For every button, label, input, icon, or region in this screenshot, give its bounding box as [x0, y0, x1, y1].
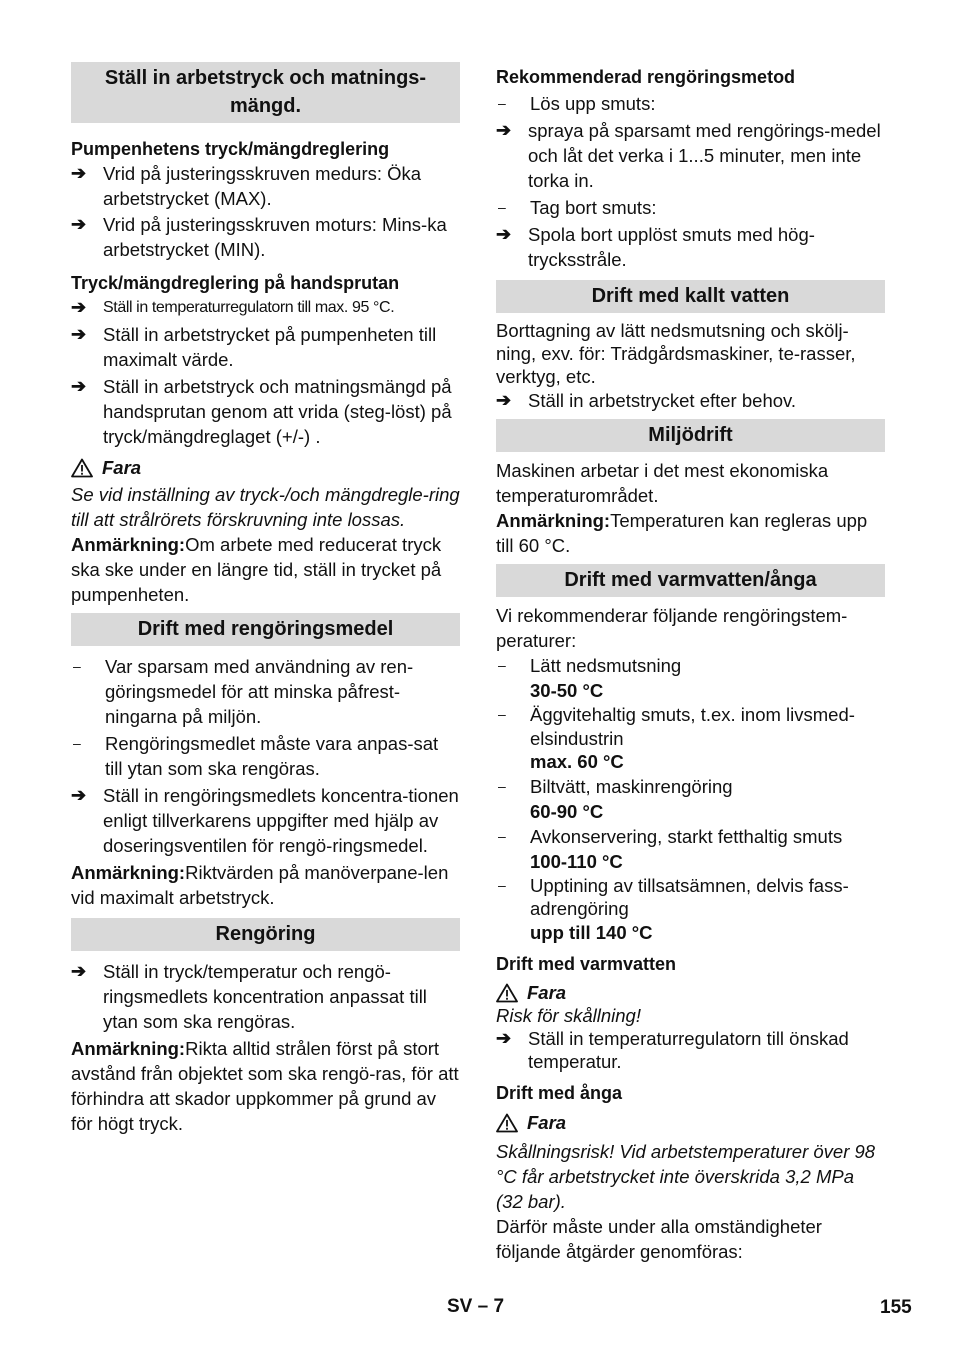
- arrow-icon: ➔: [496, 1028, 512, 1048]
- list-item: ➔ Ställ in temperaturregulatorn till max. 95 °C.: [71, 295, 460, 320]
- dash-icon: –: [73, 735, 81, 751]
- dash-icon: –: [498, 706, 506, 722]
- paragraph: Borttagning av lätt nedsmutsning och skölj-ning, exv. för: Trädgårdsmaskiner, te-rasser, verktyg, etc.: [496, 320, 856, 387]
- note: Anmärkning:Om arbete med reducerat tryck ska ske under en längre tid, ställ in trycket på pumpenheten.: [71, 534, 442, 605]
- arrow-icon: ➔: [496, 224, 512, 244]
- arrow-icon: ➔: [496, 120, 512, 140]
- list-item: ➔ spraya på sparsamt med rengörings-medel och låt det verka i 1...5 minuter, men inte torka in.: [496, 120, 881, 191]
- dash-icon: –: [498, 199, 506, 215]
- list-item: – Var sparsam med användning av ren-göringsmedel för att minska påfrest-ningarna på miljön.: [73, 656, 414, 727]
- warning-triangle-icon: [496, 1113, 518, 1133]
- arrow-icon: ➔: [496, 390, 512, 410]
- page-number: 155: [880, 1297, 912, 1318]
- heading-pressure-volume: Ställ in arbetstryck och matnings- mängd.: [71, 62, 460, 123]
- subheading-recommended-method: Rekommenderad rengöringsmetod: [496, 67, 796, 87]
- dash-icon: –: [498, 95, 506, 111]
- list-item: ➔ Ställ in arbetstrycket på pumpenheten till maximalt värde.: [71, 324, 437, 370]
- list-item: ➔ Ställ in tryck/temperatur och rengö-ringsmedlets koncentration anpassat till ytan som ska rengöras.: [71, 961, 427, 1032]
- subheading-pump-regulation: Pumpenhetens tryck/mängdreglering: [71, 139, 390, 159]
- list-item: ➔ Ställ in rengöringsmedlets koncentra-tionen enligt tillverkarens uppgifter med hjälp av doseringsventilen för rengö-ringsmedel.: [71, 785, 459, 856]
- left-column: [71, 62, 460, 1136]
- subheading-hot-water: Drift med varmvatten: [496, 954, 677, 974]
- warning-label: Fara: [71, 455, 460, 480]
- arrow-icon: ➔: [71, 214, 87, 234]
- dash-icon: –: [498, 657, 506, 673]
- list-item: – Upptining av tillsatsämnen, delvis fass-adrengöring upp till 140 °C: [498, 874, 849, 943]
- list-item: – Äggvitehaltig smuts, t.ex. inom livsmed-elsindustrin max. 60 °C: [498, 704, 855, 772]
- list-item: – Avkonservering, starkt fetthaltig smuts 100-110 °C: [498, 825, 843, 872]
- dash-icon: –: [498, 827, 506, 844]
- heading-cold-water: Drift med kallt vatten: [496, 280, 885, 313]
- warning-label: Fara: [496, 980, 885, 1005]
- heading-hot-water-steam: Drift med varmvatten/ånga: [496, 564, 885, 597]
- warning-label: Fara: [496, 1110, 885, 1135]
- list-item: ➔ Ställ in temperaturregulatorn till önskad temperatur.: [496, 1028, 849, 1072]
- list-item: – Lätt nedsmutsning 30-50 °C: [498, 655, 682, 701]
- list-item: ➔ Spola bort upplöst smuts med hög-trycksstråle.: [496, 224, 815, 270]
- subheading-gun-regulation: Tryck/mängdreglering på handsprutan: [71, 273, 400, 293]
- note: Anmärkning:Temperaturen kan regleras upp till 60 °C.: [496, 510, 868, 556]
- note: Anmärkning:Rikta alltid strålen först på stort avstånd från objektet som ska rengö-ras, för att förhindra att skador uppkommer på grund av för högt tryck.: [71, 1038, 459, 1134]
- warning-text: Se vid inställning av tryck-/och mängdregle-ring till att strålrörets förskruvning inte lossas.: [71, 484, 460, 530]
- list-item: – Biltvätt, maskinrengöring 60-90 °C: [498, 775, 733, 822]
- arrow-icon: ➔: [71, 324, 87, 344]
- paragraph: Vi rekommenderar följande rengöringstem-peraturer:: [496, 605, 848, 651]
- right-column: [496, 62, 885, 1264]
- dash-icon: –: [73, 658, 81, 674]
- arrow-icon: ➔: [71, 376, 87, 396]
- note: Anmärkning:Riktvärden på manöverpane-len vid maximalt arbetstryck.: [71, 862, 449, 908]
- warning-triangle-icon: [71, 458, 93, 478]
- paragraph: Därför måste under alla omständigheter följande åtgärder genomföras:: [496, 1216, 822, 1262]
- subheading-steam: Drift med ånga: [496, 1083, 623, 1103]
- warning-triangle-icon: [496, 983, 518, 1003]
- paragraph: Maskinen arbetar i det mest ekonomiska temperaturområdet.: [496, 460, 829, 506]
- list-item: – Tag bort smuts:: [498, 197, 657, 218]
- heading-eco-mode: Miljödrift: [496, 419, 885, 452]
- heading-cleaning: Rengöring: [71, 918, 460, 951]
- list-item: – Rengöringsmedlet måste vara anpas-sat till ytan som ska rengöras.: [73, 733, 439, 779]
- dash-icon: –: [498, 777, 506, 794]
- arrow-icon: ➔: [71, 961, 87, 981]
- list-item: ➔ Ställ in arbetstryck och matningsmängd på handsprutan genom att vrida (steg-löst) på tryck/mängdreglaget (+/-) .: [71, 376, 452, 447]
- heading-detergent: Drift med rengöringsmedel: [71, 613, 460, 646]
- dash-icon: –: [498, 876, 506, 893]
- arrow-icon: ➔: [71, 785, 87, 805]
- arrow-icon: ➔: [71, 297, 87, 317]
- list-item: – Lös upp smuts:: [498, 93, 656, 114]
- list-item: ➔ Vrid på justeringsskruven medurs: Öka arbetstrycket (MAX).: [71, 163, 422, 209]
- footer-language: SV – 7: [447, 1296, 505, 1317]
- list-item: ➔ Ställ in arbetstrycket efter behov.: [496, 390, 797, 411]
- arrow-icon: ➔: [71, 163, 87, 183]
- list-item: ➔ Vrid på justeringsskruven moturs: Mins-ka arbetstrycket (MIN).: [71, 214, 447, 260]
- warning-text: Risk för skållning!: [496, 1005, 641, 1026]
- warning-text: Skållningsrisk! Vid arbetstemperaturer över 98 °C får arbetstrycket inte överskrida 3,2 MPa (32 bar).: [496, 1141, 876, 1212]
